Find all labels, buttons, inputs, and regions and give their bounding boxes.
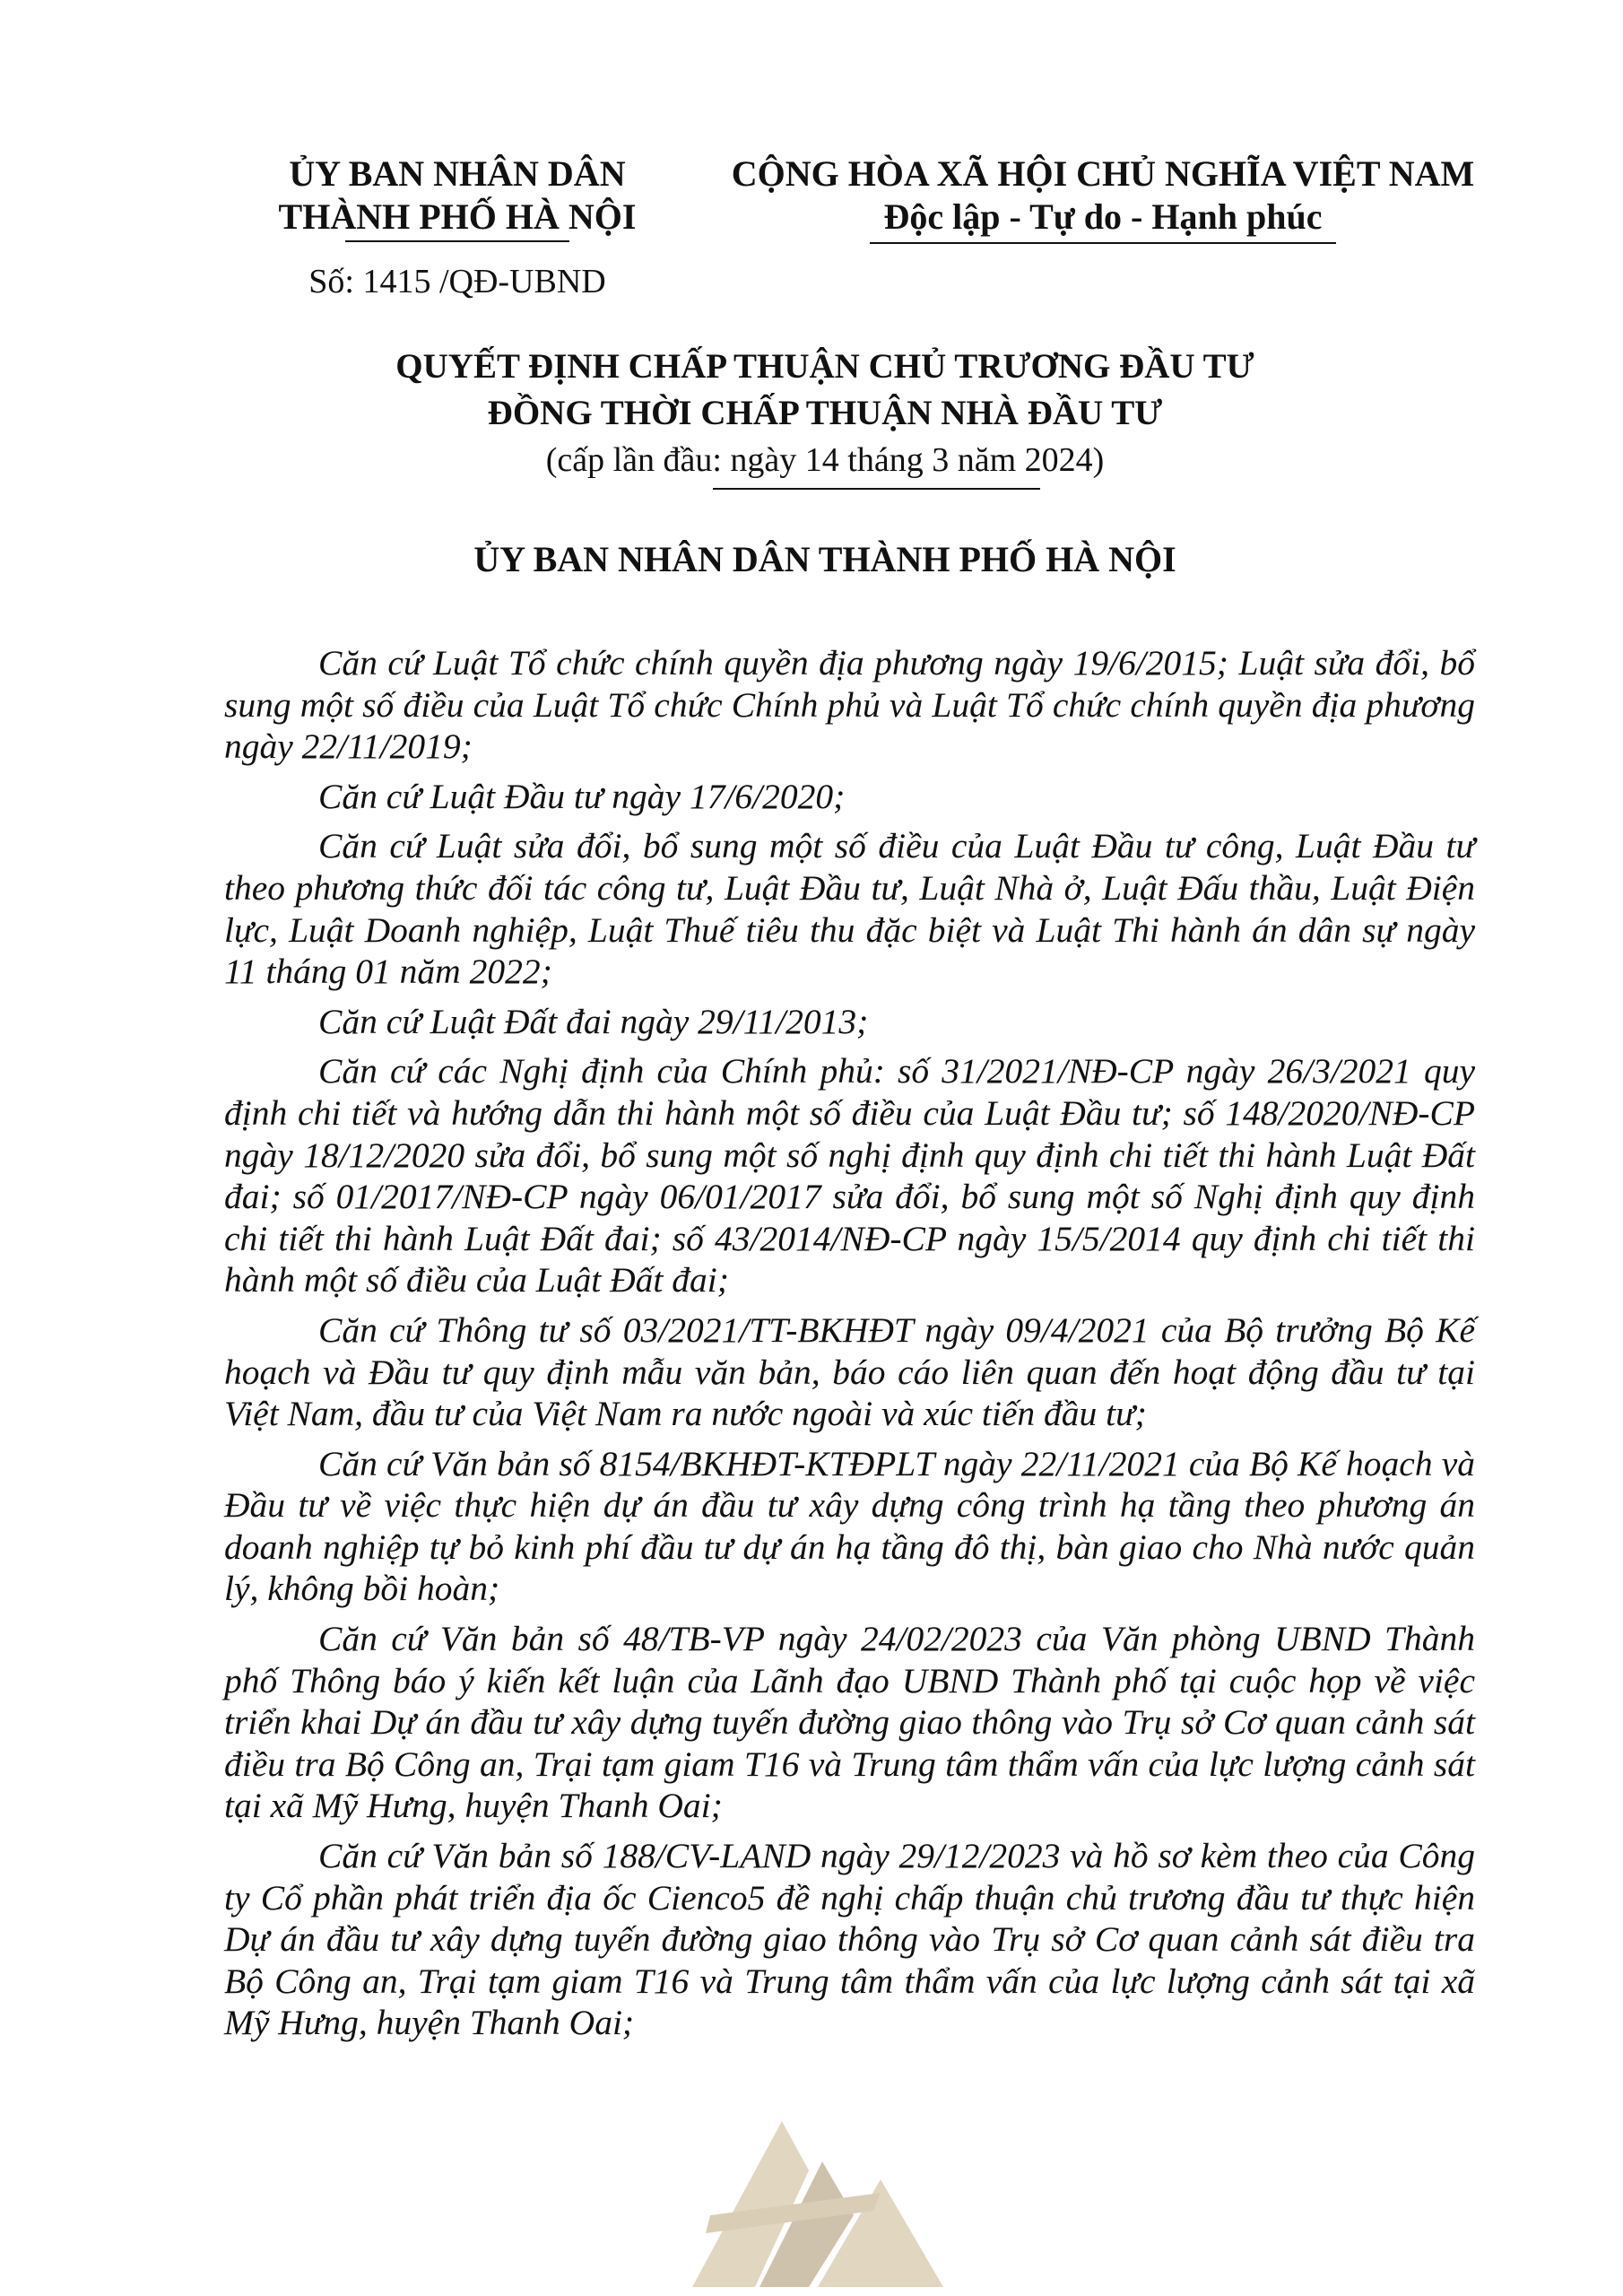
legal-basis-paragraph: Căn cứ Văn bản số 188/CV-LAND ngày 29/12/2023 và hồ sơ kèm theo của Công ty Cổ phần phát triển địa ốc Cienco5 đề nghị chấp thuận chủ trương đầu tư thực hiện Dự án đầu tư xây dựng tuyến đường giao thông vào Trụ sở Cơ quan cảnh sát điều tra Bộ Công an, Trại tạm giam T16 và Trung tâm thẩm vấn của lực lượng cảnh sát tại xã Mỹ Hưng, huyện Thanh Oai; (224, 1836, 1475, 2043)
title-line-2: ĐỒNG THỜI CHẤP THUẬN NHÀ ĐẦU TƯ (487, 394, 1163, 432)
national-motto (717, 152, 1488, 239)
legal-basis-paragraph: Căn cứ Luật Đầu tư ngày 17/6/2020; (318, 776, 846, 816)
enacting-authority: ỦY BAN NHÂN DÂN THÀNH PHỐ HÀ NỘI (473, 539, 1176, 579)
document-number: Số: 1415 /QĐ-UBND (308, 263, 606, 300)
legal-basis-paragraph: Căn cứ Luật Tổ chức chính quyền địa phương ngày 19/6/2015; Luật sửa đổi, bổ sung một số điều của Luật Tổ chức Chính phủ và Luật Tổ chức chính quyền địa phương ngày 22/11/2019; (224, 643, 1475, 767)
watermark-logo (674, 2108, 952, 2292)
legal-basis-paragraph: Căn cứ Thông tư số 03/2021/TT-BKHĐT ngày 09/4/2021 của Bộ trưởng Bộ Kế hoạch và Đầu tư quy định mẫu văn bản, báo cáo liên quan đến hoạt động đầu tư tại Việt Nam, đầu tư của Việt Nam ra nước ngoài và xúc tiến đầu tư; (224, 1309, 1475, 1434)
legal-basis-paragraph: Căn cứ các Nghị định của Chính phủ: số 31/2021/NĐ-CP ngày 26/3/2021 quy định chi tiết và hướng dẫn thi hành một số điều của Luật Đầu tư; số 148/2020/NĐ-CP ngày 18/12/2020 sửa đổi, bổ sung một số nghị định quy định chi tiết thi hành Luật Đất đai; số 01/2017/NĐ-CP ngày 06/01/2017 sửa đổi, bổ sung một số Nghị định quy định chi tiết thi hành Luật Đất đai; số 43/2014/NĐ-CP ngày 15/5/2014 quy định chi tiết thi hành một số điều của Luật Đất đai; (224, 1051, 1475, 1300)
authority-line-1: ỦY BAN NHÂN DÂN (289, 153, 626, 194)
country-name: CỘNG HÒA XÃ HỘI CHỦ NGHĨA VIỆT NAM (731, 153, 1475, 194)
legal-basis-paragraph: Căn cứ Văn bản số 48/TB-VP ngày 24/02/2023 của Văn phòng UBND Thành phố Thông báo ý kiến kết luận của Lãnh đạo UBND Thành phố tại cuộc họp về việc triển khai Dự án đầu tư xây dựng tuyến đường giao thông vào Trụ sở Cơ quan cảnh sát điều tra Bộ Công an, Trại tạm giam T16 và Trung tâm thẩm vấn của lực lượng cảnh sát tại xã Mỹ Hưng, huyện Thanh Oai; (224, 1619, 1475, 1826)
legal-basis-paragraph: Căn cứ Luật Đất đai ngày 29/11/2013; (318, 1001, 869, 1041)
title-rule (713, 488, 1040, 490)
legal-basis-paragraph: Căn cứ Luật sửa đổi, bổ sung một số điều của Luật Đầu tư công, Luật Đầu tư theo phương thức đối tác công tư, Luật Đầu tư, Luật Nhà ở, Luật Đấu thầu, Luật Điện lực, Luật Doanh nghiệp, Luật Thuế tiêu thu đặc biệt và Luật Thi hành án dân sự ngày 11 tháng 01 năm 2022; (224, 826, 1475, 992)
motto-underline (870, 242, 1336, 244)
legal-basis (224, 642, 1475, 2052)
issuing-authority (260, 152, 655, 239)
issue-date: (cấp lần đầu: ngày 14 tháng 3 năm 2024) (545, 441, 1105, 479)
authority-underline (345, 240, 569, 242)
motto: Độc lập - Tự do - Hạnh phúc (883, 196, 1323, 237)
decision-title (179, 344, 1471, 483)
legal-basis-paragraph: Căn cứ Văn bản số 8154/BKHĐT-KTĐPLT ngày 22/11/2021 của Bộ Kế hoạch và Đầu tư về việc thực hiện dự án đầu tư xây dựng công trình hạ tầng theo phương án doanh nghiệp tự bỏ kinh phí đầu tư dự án hạ tầng đô thị, bàn giao cho Nhà nước quản lý, không bồi hoàn; (224, 1443, 1475, 1609)
authority-line-2: THÀNH PHỐ HÀ NỘI (278, 196, 637, 237)
title-line-1: QUYẾT ĐỊNH CHẤP THUẬN CHỦ TRƯƠNG ĐẦU TƯ (395, 347, 1254, 386)
